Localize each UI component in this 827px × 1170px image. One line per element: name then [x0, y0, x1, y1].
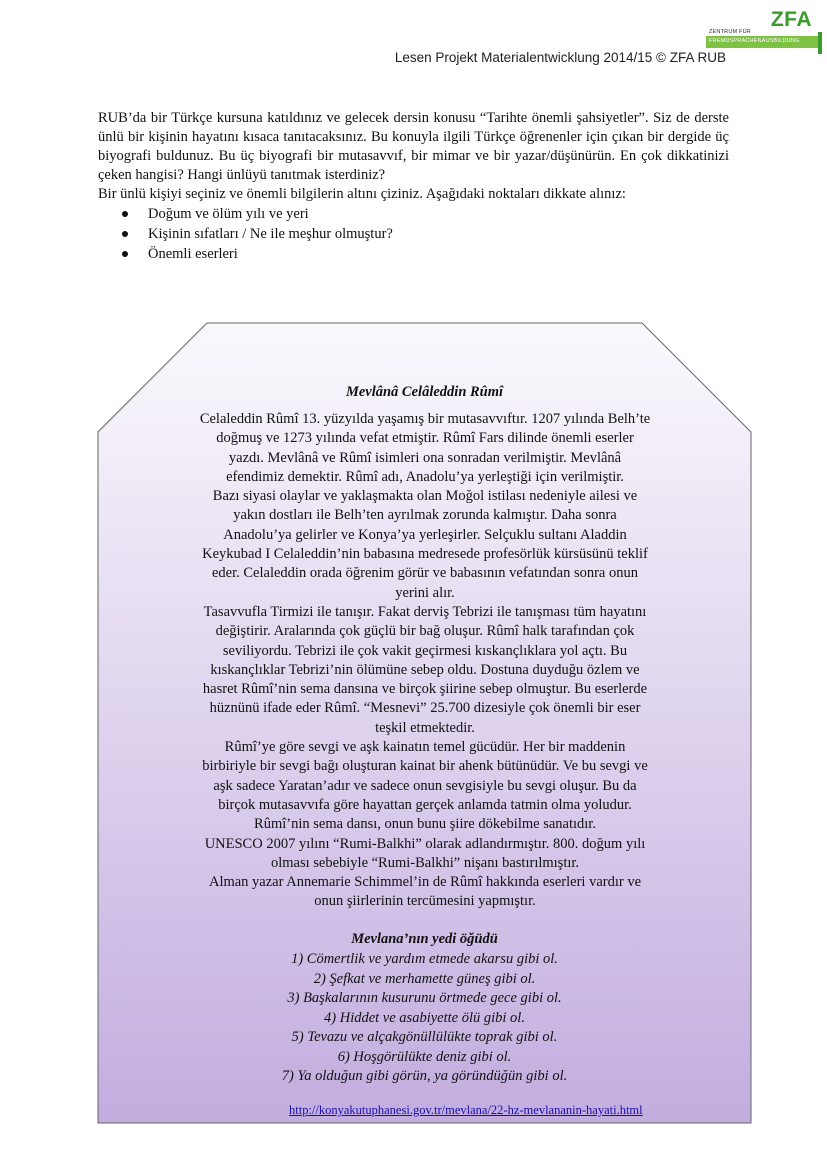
biography-line: efendimiz demektir. Rûmî adı, Anadolu’ya yerleştiği için verilmiştir.	[226, 468, 624, 485]
biography-line: yazdı. Mevlânâ ve Rûmî isimleri ona sonradan verilmiştir. Mevlânâ	[228, 449, 622, 466]
advice-title: Mevlana’nın yedi öğüdü	[351, 931, 498, 947]
list-item	[98, 224, 729, 244]
biography-line: Rûmî’ye göre sevgi ve aşk kainatın temel gücüdür. Her bir maddenin	[224, 739, 626, 756]
advice-item: 2) Şefkat ve merhamette güneş gibi ol.	[313, 970, 536, 987]
list-item-text: Kişinin sıfatları / Ne ile meşhur olmuştur?	[148, 226, 393, 242]
bullet-icon	[122, 231, 128, 237]
biography-line: birbiriyle bir sevgi bağı oluşturan kainat bir ahenk bütünüdür. Ve bu sevgi ve	[202, 758, 648, 775]
biography-line: eder. Celaleddin orada öğrenim görür ve babasının vefatından sonra onun	[211, 565, 638, 582]
biography-line: hüznünü ifade eder Rûmî. “Mesnevi” 25.700 dizesiyle çok önemli bir eser	[209, 700, 641, 717]
advice-item: 7) Ya olduğun gibi görün, ya göründüğün gibi ol.	[281, 1068, 568, 1084]
biography-line: UNESCO 2007 yılını “Rumi-Balkhi” olarak adlandırmıştır. 800. doğum yılı	[204, 835, 646, 852]
biography-line: Bazı siyasi olaylar ve yaklaşmakta olan Moğol istilası nedeniyle ailesi ve	[212, 488, 638, 505]
biography-line: seviliyordu. Tebrizi ile çok vakit geçirmesi kıskançlıklara yol açtı. Bu	[222, 642, 628, 659]
zfa-logo	[706, 8, 822, 54]
list-item	[98, 204, 729, 224]
biography-line: Anadolu’ya gelirler ve Konya’ya yerleşirler. Selçuklu sultanı Aladdin	[223, 526, 627, 543]
list-item-text: Önemli eserleri	[148, 246, 238, 262]
intro-section	[98, 109, 729, 264]
biography-line: Rûmî’nin sema dansı, onun bunu şiire dökebilme sanatıdır.	[254, 816, 596, 833]
advice-item: 5) Tevazu ve alçakgönüllülükte toprak gibi ol.	[291, 1029, 558, 1045]
biography-line: doğmuş ve 1273 yılında vefat etmiştir. Rûmî Fars dilinde önemli eserler	[216, 430, 634, 447]
advice-item: 6) Hoşgörülükte deniz gibi ol.	[337, 1048, 512, 1065]
advice-item: 4) Hiddet ve asabiyette ölü gibi ol.	[324, 1009, 525, 1026]
logo-subtitle-2: FREMDSPRACHENAUSBILDUNG	[709, 38, 800, 44]
biography-line: kıskançlıklar Tebrizi’nin ölümüne sebep oldu. Dostuna duyduğu özlem ve	[210, 661, 640, 678]
biography-line: teşkil etmektedir.	[375, 719, 475, 736]
list-item	[98, 244, 729, 264]
biography-line: olması sebebiyle “Rumi-Balkhi” nişanı bastırılmıştır.	[270, 854, 580, 871]
biography-content	[97, 322, 752, 1124]
biography-line: yerini alır.	[395, 584, 455, 601]
page-header: Lesen Projekt Materialentwicklung 2014/15 © ZFA RUB	[394, 50, 726, 65]
biography-line: aşk sadece Yaratan’adır ve sadece onun sevgisiyle bu sevgi oluşur. Bu da	[213, 777, 637, 794]
biography-line: Celaleddin Rûmî 13. yüzyılda yaşamış bir mutasavvıftır. 1207 yılında Belh’te	[199, 411, 651, 427]
biography-line: onun şiirlerinin tercümesini yapmıştır.	[314, 893, 536, 910]
logo-brand: ZFA	[770, 8, 812, 31]
advice-list	[97, 950, 752, 1087]
advice-item: 3) Başkalarının kusurunu örtmede gece gibi ol.	[287, 990, 562, 1006]
biography-line: hasret Rûmî’nin sema dansına ve birçok şiirine sebep olmuştur. Bu eserlerde	[202, 681, 648, 698]
intro-instruction: Bir ünlü kişiyi seçiniz ve önemli bilgilerin altını çiziniz. Aşağıdaki noktaları dikkate alınız:	[98, 186, 626, 202]
biography-line: değiştirir. Aralarında çok güçlü bir bağ oluşur. Rûmî halk tarafından çok	[215, 623, 635, 640]
biography-text	[155, 410, 695, 912]
biography-line: birçok mutasavvıfa göre hayattan gerçek anlamda tatmin olma yoludur.	[218, 796, 632, 813]
source-link[interactable]: http://konyakutuphanesi.gov.tr/mevlana/22-hz-mevlananin-hayati.html	[289, 1103, 643, 1117]
advice-item: 1) Cömertlik ve yardım etmede akarsu gibi ol.	[291, 951, 558, 967]
list-item-text: Doğum ve ölüm yılı ve yeri	[148, 206, 309, 222]
biography-line: Alman yazar Annemarie Schimmel’in de Rûmî hakkında eserleri vardır ve	[208, 874, 642, 891]
biography-line: yakın dostları ile Belh’ten ayrılmak zorunda kalmıştır. Daha sonra	[233, 507, 617, 524]
biography-line: Tasavvufla Tirmizi ile tanışır. Fakat derviş Tebrizi ile tanışması tüm hayatını	[203, 603, 647, 620]
logo-subtitle-1: ZENTRUM FÜR	[709, 29, 751, 35]
biography-line: Keykubad I Celaleddin’nin babasına medresede profesörlük kürsüsünü teklif	[202, 546, 648, 563]
biography-box	[97, 322, 752, 1124]
intro-paragraph: RUB’da bir Türkçe kursuna katıldınız ve gelecek dersin konusu “Tarihte önemli şahsiyetler”. Siz de derste ünlü bir kişinin hayatını kısaca tanıtacaksınız. Bu konuyla ilgili Türkçe öğrenenler için çıkan bir dergide üç biyografi buldunuz. Bu üç biyografi bir mutasavvıf, bir mimar ve bir yazar/düşünürün. En çok dikkatinizi çeken hangisi? Hangi ünlüyü tanıtmak isterdiniz?	[98, 110, 729, 183]
bullet-icon	[122, 211, 128, 217]
bullet-list	[98, 204, 729, 264]
logo-bar	[818, 32, 822, 54]
biography-title: Mevlânâ Celâleddin Rûmî	[345, 384, 504, 400]
bullet-icon	[122, 251, 128, 257]
